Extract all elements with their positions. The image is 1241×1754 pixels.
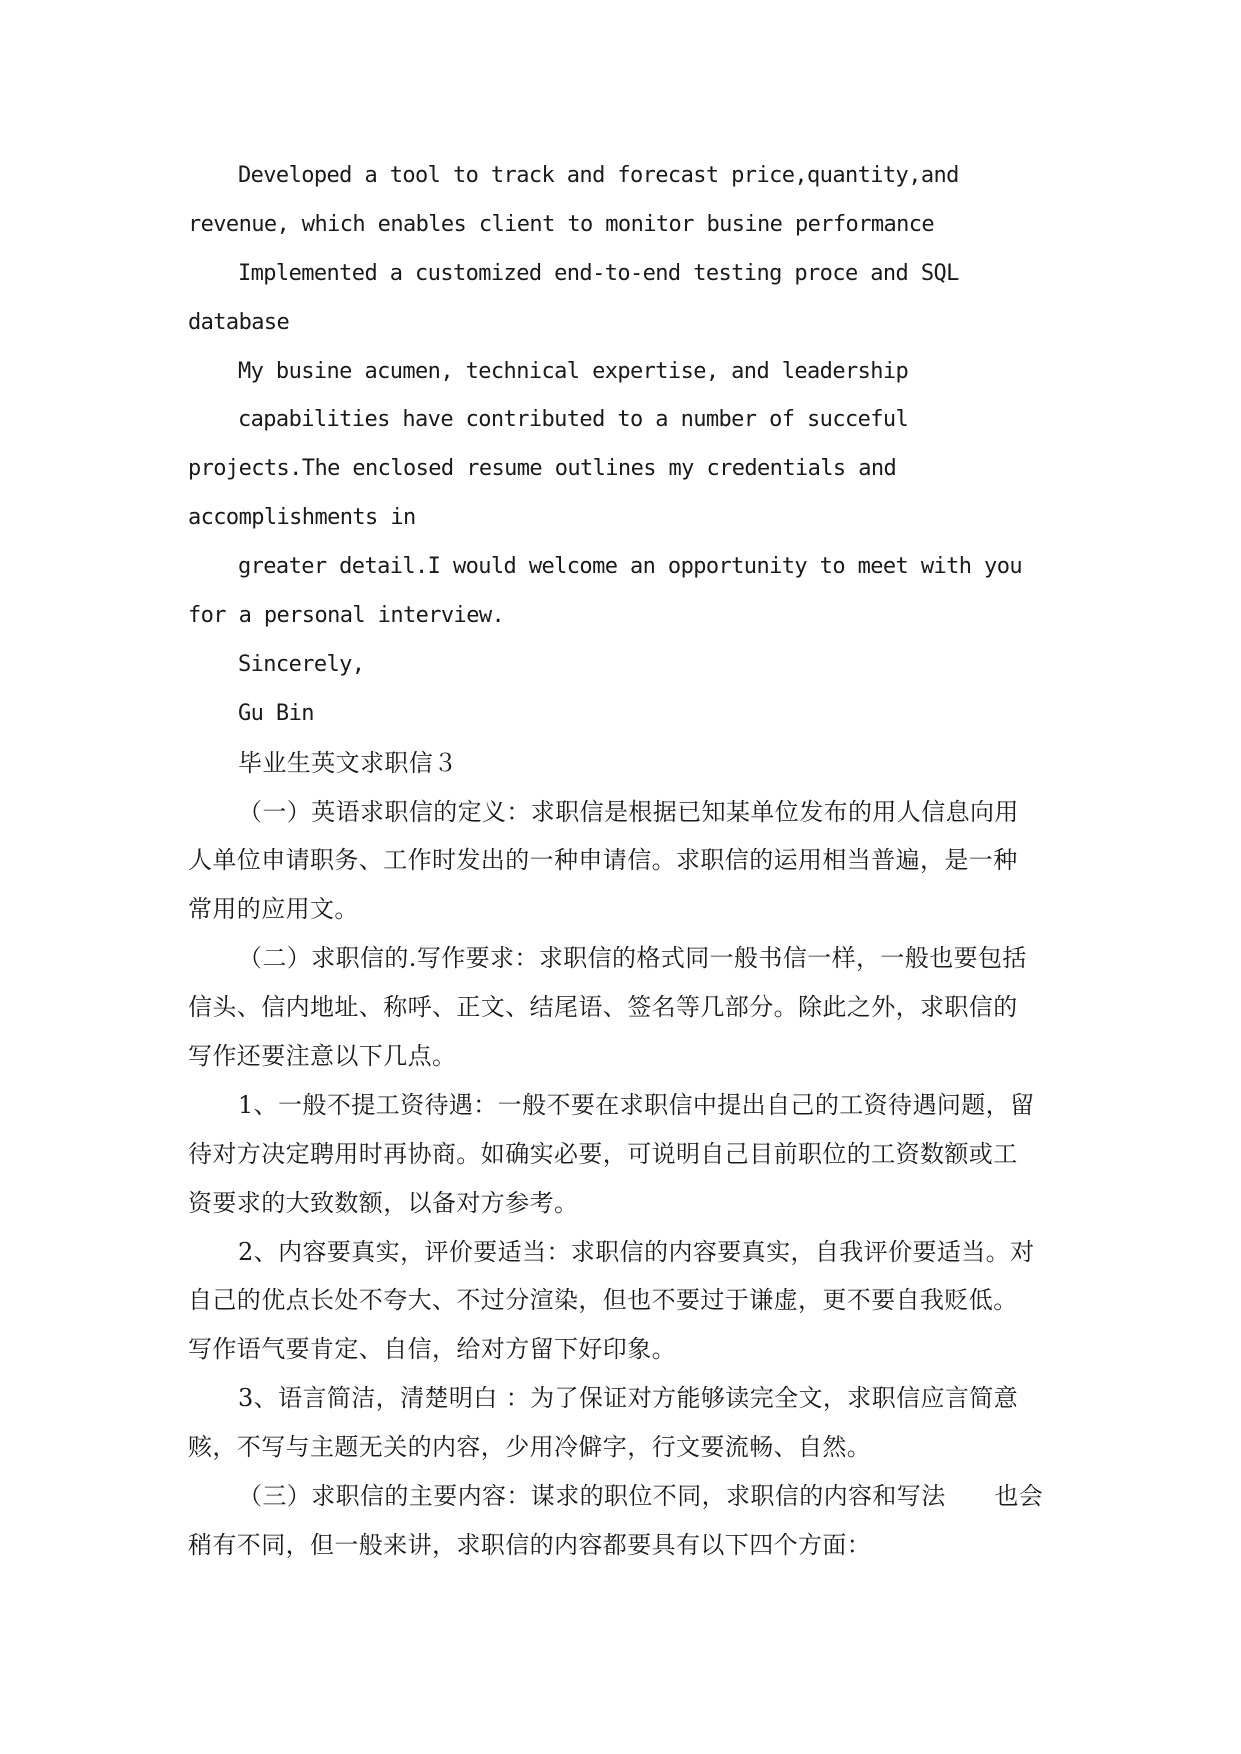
text-line: for a personal interview. xyxy=(188,603,505,629)
text-line: Implemented a customized end-to-end testing proce and SQL xyxy=(238,260,959,286)
text-line: 自己的优点长处不夸大、不过分渲染，但也不要过于谦虚，更不要自我贬低。 xyxy=(188,1286,1018,1315)
text-line: 信头、信内地址、称呼、正文、结尾语、签名等几部分。除此之外，求职信的 xyxy=(188,993,1018,1022)
text-line: revenue, which enables client to monitor busine performance xyxy=(188,211,935,237)
text-line: 1、一般不提工资待遇：一般不要在求职信中提出自己的工资待遇问题，留 xyxy=(238,1090,1035,1119)
text-line: 写作语气要肯定、自信，给对方留下好印象。 xyxy=(188,1335,676,1364)
text-line: （一）英语求职信的定义：求职信是根据已知某单位发布的用人信息向用 xyxy=(238,797,1019,826)
text-line: My busine acumen, technical expertise, and leadership xyxy=(238,358,909,384)
document-body xyxy=(188,152,1068,1570)
text-line: 2、内容要真实，评价要适当：求职信的内容要真实，自我评价要适当。对 xyxy=(238,1237,1035,1266)
text-line: accomplishments in xyxy=(188,505,416,531)
text-line: 常用的应用文。 xyxy=(188,895,359,924)
text-line: projects.The enclosed resume outlines my credentials and xyxy=(188,456,897,482)
text-line: 稍有不同，但一般来讲，求职信的内容都要具有以下四个方面： xyxy=(188,1530,872,1559)
text-line: 毕业生英文求职信３ xyxy=(238,748,458,777)
text-line: 人单位申请职务、工作时发出的一种申请信。求职信的运用相当普遍，是一种 xyxy=(188,846,1018,875)
text-line: （二）求职信的.写作要求：求职信的格式同一般书信一样，一般也要包括 xyxy=(238,944,1027,973)
text-line: Developed a tool to track and forecast price,quantity,and xyxy=(238,163,959,188)
text-line: 3、语言简洁，清楚明白 ：为了保证对方能够读完全文，求职信应言简意 xyxy=(238,1384,1019,1413)
text-line: database xyxy=(188,309,290,335)
text-line: Sincerely, xyxy=(238,651,365,677)
text-line: 待对方决定聘用时再协商。如确实必要，可说明自己目前职位的工资数额或工 xyxy=(188,1139,1018,1168)
text-line: （三）求职信的主要内容：谋求的职位不同，求职信的内容和写法 也会 xyxy=(238,1482,1044,1511)
text-line: 写作还要注意以下几点。 xyxy=(188,1042,457,1071)
text-line: 赅，不写与主题无关的内容，少用冷僻字，行文要流畅、自然。 xyxy=(188,1433,872,1462)
text-line: 资要求的大致数额，以备对方参考。 xyxy=(188,1188,579,1217)
text-line: capabilities have contributed to a number of succeful xyxy=(238,407,909,433)
text-line: greater detail.I would welcome an opportunity to meet with you xyxy=(238,554,1022,580)
text-line: Gu Bin xyxy=(238,700,314,726)
